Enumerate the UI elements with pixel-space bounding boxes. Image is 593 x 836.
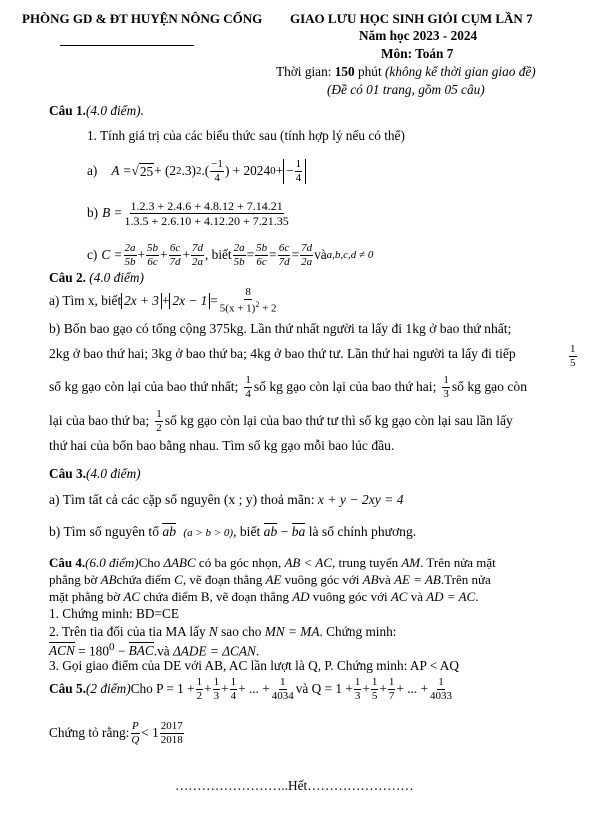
q3-part-a: a) Tìm tất cả các cặp số nguyên (x ; y) thoả mãn: x + y − 2xy = 4 [49,492,404,507]
time-line: Thời gian: 150 phút (không kể thời gian giao đề) [276,64,536,79]
q5-definition: Câu 5. (2 điểm) Cho P = 1 + $\frac{1}{2}$ + $\frac{1}{3}$ + $\frac{1}{4}$ + ... + $\frac{1}{4034}$ và Q = 1 + $\frac{1}{3}$ + $\frac{1}{5}$ + $\frac{1}{7}$ + ... + $\frac{1}{4033}$ [49,675,453,702]
q4-item1: 1. Chứng minh: BD=CE [49,606,179,621]
q2-heading: Câu 2. (4.0 điểm) [49,270,144,285]
q4-item2: 2. Trên tia đối của tia MA lấy N sao cho MN = MA. Chứng minh: [49,624,397,639]
q3-part-b: b) Tìm số nguyên tố ab (a > b > 0), biết ab − ba là số chính phương. [49,524,417,539]
q3-heading: Câu 3.(4.0 điểm) [49,466,141,481]
fraction-neg-quarter: $\frac{-1}{4}$ [211,157,223,184]
q2-part-a: a) Tìm x, biết 2x + 3 + 2x − 1 = $\frac{8}{5(x + 1)^2 + 2}$ [49,286,277,315]
q4-line1: Câu 4.(6.0 điểm)Cho ΔABC có ba góc nhọn, AB < AC, trung tuyến AM. Trên nửa mặt [49,555,496,570]
q2-b-line4: lại của bao thứ ba; $\frac{1}{2}$ số kg gạo còn lại của bao thứ tư thì số kg gạo còn lại sau lần lấy [49,407,513,434]
q5-prove: Chứng tỏ rằng: $\frac{P}{Q}$ < 1 $\frac{2017}{2018}$ [49,719,183,746]
q2-b-line5: thứ hai của bốn bao bằng nhau. Tìm số kg gạo mỗi bao lúc đầu. [49,438,395,453]
subject: Môn: Toán 7 [381,46,454,61]
q1-intro: 1. Tính giá trị của các biểu thức sau (tính hợp lý nếu có thể) [87,128,405,143]
absolute-value: − $\frac{1}{4}$ [283,159,306,184]
q1-heading: Câu 1.(4.0 điểm). [49,103,144,118]
q2-b-line1: b) Bốn bao gạo có tổng cộng 375kg. Lần thứ nhất người ta lấy đi 1kg ở bao thứ nhất; [49,321,512,336]
end-marker: ……………………..Hết…………………… [175,778,414,793]
fraction-b: $\frac{1.2.3 + 2.4.6 + 4.8.12 + 7.14.21}{1.3.5 + 2.6.10 + 4.12.20 + 7.21.35}$ [124,198,289,228]
school-year: Năm học 2023 - 2024 [359,28,478,43]
time-value: 150 [334,64,355,79]
q4-line2: phẳng bờ ABchứa điểm C, vẽ đoạn thẳng AE vuông góc với ABvà AE = AB.Trên nửa [49,572,491,587]
q1-part-a: a) A = √ 25 + (2 2 .3) 2 .( $\frac{-1}{4}$ ) + 2024 0 + − $\frac{1}{4}$ [87,156,306,186]
school-department: PHÒNG GD & ĐT HUYỆN NÔNG CỐNG [22,11,263,26]
exam-title: GIAO LƯU HỌC SINH GIỎI CỤM LẦN 7 [290,11,533,26]
q4-item3: 3. Gọi giao điểm của DE với AB, AC lần lượt là Q, P. Chứng minh: AP < AQ [49,658,460,673]
fraction-q2a: $\frac{8}{5(x + 1)^2 + 2}$ [219,286,277,315]
header-underline [60,45,194,46]
q2-b-line2: 2kg ở bao thứ hai; 3kg ở bao thứ ba; 4kg ở bao thứ tư. Lần thứ hai người ta lấy đi tiếp [49,346,516,361]
q2-b-line3: số kg gạo còn lại của bao thứ nhất; $\frac{1}{4}$ số kg gạo còn lại của bao thứ hai; $\frac{1}{3}$ số kg gạo còn [49,373,527,400]
pages-note: (Đề có 01 trang, gồm 05 câu) [327,82,485,97]
q1-part-c: c) C = $\frac{2a}{5b}$ + $\frac{5b}{6c}$ + $\frac{6c}{7d}$ + $\frac{7d}{2a}$ , biết $\frac{2a}{5b}$ = $\frac{5b}{6c}$ = $\frac{6c}{7d}$ = $\frac{7d}{2a}$ và a,b,c,d ≠ 0 [87,241,374,268]
q1-part-b: b) B = $\frac{1.2.3 + 2.4.6 + 4.8.12 + 7.14.21}{1.3.5 + 2.6.10 + 4.12.20 + 7.21.35}$ [87,198,289,228]
fraction-one-fifth: $\frac{1}{5}$ [570,343,576,369]
q4-line3: mặt phẳng bờ AC chứa điểm B, vẽ đoạn thẳng AD vuông góc với AC và AD = AC. [49,589,479,604]
q4-item2-line2: ACN = $180^0$ − BAC.và ΔADE = ΔCAN. [49,641,260,659]
